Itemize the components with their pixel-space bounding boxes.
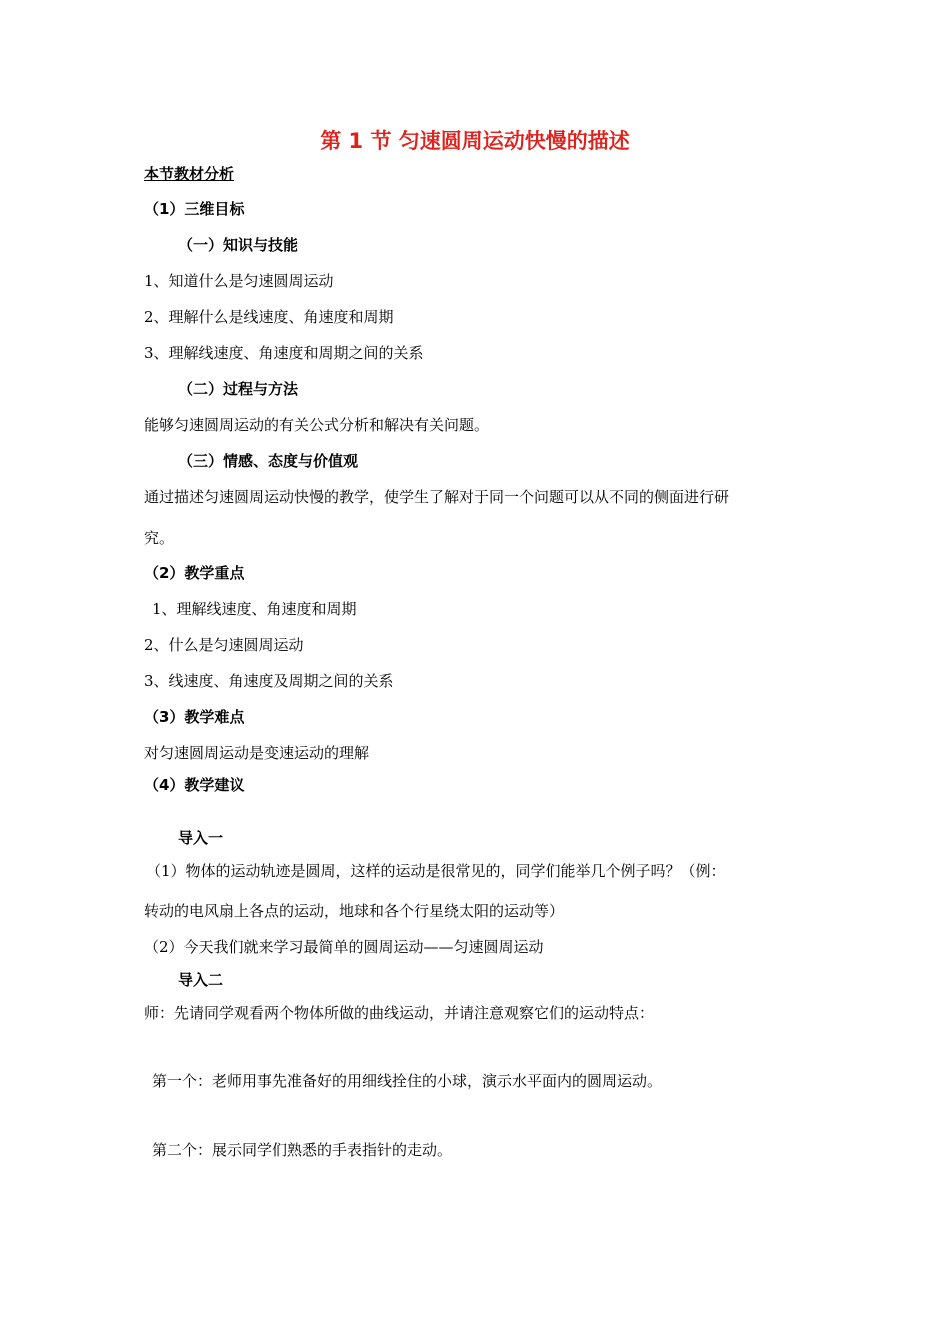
key-points-heading: （2）教学重点 — [144, 564, 245, 582]
emotion-text-line2: 究。 — [144, 529, 175, 547]
knowledge-heading: （一）知识与技能 — [178, 236, 299, 254]
knowledge-item-1: 1、知道什么是匀速圆周运动 — [144, 272, 334, 290]
intro1-line2: 转动的电风扇上各点的运动，地球和各个行星绕太阳的运动等） — [144, 902, 565, 920]
process-heading: （二）过程与方法 — [178, 380, 299, 398]
difficulty-text: 对匀速圆周运动是变速运动的理解 — [144, 744, 370, 762]
key-point-item-1: 1、理解线速度、角速度和周期 — [152, 600, 357, 618]
intro2-heading: 导入二 — [178, 971, 224, 989]
intro1-line3: （2）今天我们就来学习最简单的圆周运动——匀速圆周运动 — [144, 938, 544, 956]
emotion-text-line1: 通过描述匀速圆周运动快慢的教学，使学生了解对于同一个问题可以从不同的侧面进行研 — [144, 488, 730, 506]
intro1-line1: （1）物体的运动轨迹是圆周，这样的运动是很常见的，同学们能举几个例子吗？（例： — [146, 862, 726, 880]
suggestions-heading: （4）教学建议 — [144, 776, 245, 794]
key-point-item-3: 3、线速度、角速度及周期之间的关系 — [144, 672, 394, 690]
page-title: 第 1 节 匀速圆周运动快慢的描述 — [320, 129, 630, 153]
goals-heading: （1）三维目标 — [144, 200, 245, 218]
intro2-second-demo: 第二个：展示同学们熟悉的手表指针的走动。 — [152, 1141, 453, 1159]
process-text: 能够匀速圆周运动的有关公式分析和解决有关问题。 — [144, 416, 490, 434]
knowledge-item-2: 2、理解什么是线速度、角速度和周期 — [144, 308, 394, 326]
intro1-heading: 导入一 — [178, 829, 224, 847]
intro2-teacher-line: 师：先请同学观看两个物体所做的曲线运动，并请注意观察它们的运动特点： — [144, 1004, 655, 1022]
section-heading: 本节教材分析 — [144, 165, 235, 183]
key-point-item-2: 2、什么是匀速圆周运动 — [144, 636, 304, 654]
intro2-first-demo: 第一个：老师用事先准备好的用细线拴住的小球，演示水平面内的圆周运动。 — [152, 1072, 663, 1090]
emotion-heading: （三）情感、态度与价值观 — [178, 452, 359, 470]
knowledge-item-3: 3、理解线速度、角速度和周期之间的关系 — [144, 344, 424, 362]
difficulty-heading: （3）教学难点 — [144, 708, 245, 726]
